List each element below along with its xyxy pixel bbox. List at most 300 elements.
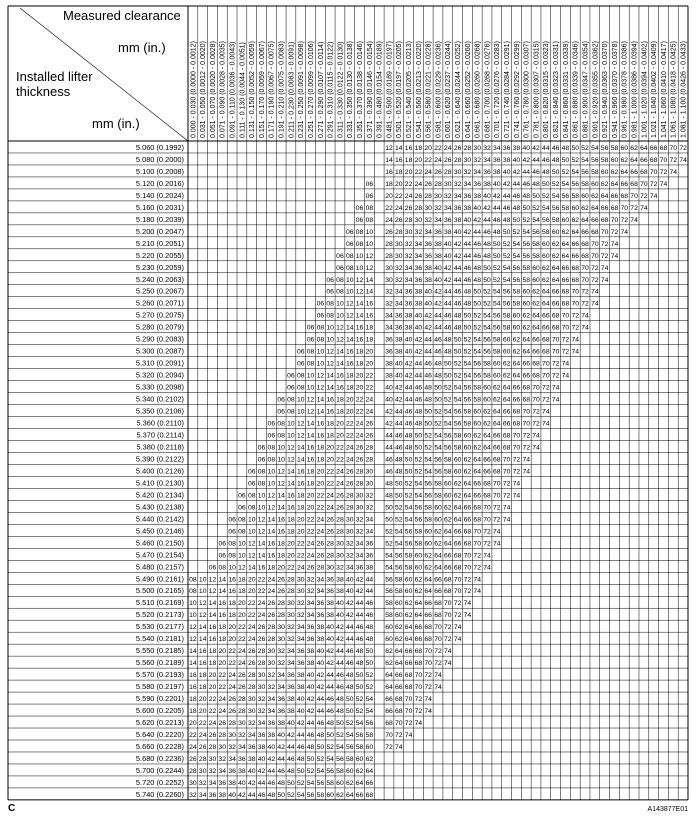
lifter-value-cell: 20: [326, 456, 334, 464]
lifter-value-cell: 66: [404, 660, 413, 668]
lifter-value-cell: 22: [326, 480, 334, 488]
lifter-value-cell: 46: [463, 264, 472, 272]
lifter-value-cell: 38: [296, 672, 305, 680]
lifter-value-cell: 34: [395, 288, 403, 296]
lifter-value-cell: 08: [316, 324, 325, 332]
lifter-value-cell: 44: [395, 408, 403, 416]
lifter-value-cell: 26: [267, 612, 276, 620]
clearance-column-header: 0.351 - 0.370 (0.0138 - 0.0146): [356, 41, 364, 138]
lifter-value-cell: 56: [522, 240, 531, 248]
lifter-value-cell: 24: [336, 468, 344, 476]
lifter-value-cell: 40: [306, 672, 315, 680]
lifter-value-cell: 32: [434, 204, 442, 212]
lifter-value-cell: 20: [316, 480, 325, 488]
lifter-value-cell: 74: [620, 228, 629, 236]
lifter-value-cell: 28: [277, 612, 285, 620]
lifter-value-cell: 20: [414, 156, 423, 164]
lifter-thickness-label: 5.080 (0.2000): [135, 154, 184, 164]
lifter-value-cell: 30: [247, 708, 256, 716]
lifter-value-cell: 46: [453, 288, 462, 296]
lifter-value-cell: 60: [522, 288, 531, 296]
lifter-value-cell: 32: [267, 684, 276, 692]
lifter-value-cell: 36: [228, 767, 236, 775]
clearance-column-header: 0.391 - 0.480 (0.0154 - 0.0189): [376, 41, 384, 138]
lifter-value-cell: 54: [414, 480, 423, 488]
lifter-value-cell: 56: [512, 264, 521, 272]
lifter-value-cell: 70: [542, 372, 550, 380]
lifter-value-cell: 46: [345, 648, 354, 656]
lifter-value-cell: 42: [238, 791, 246, 799]
lifter-value-cell: 64: [610, 180, 619, 188]
lifter-value-cell: 40: [395, 360, 403, 368]
clearance-column-header: 0.371 - 0.390 (0.0146 - 0.0154): [366, 41, 374, 138]
lifter-value-cell: 24: [247, 624, 256, 632]
lifter-value-cell: 16: [345, 348, 354, 356]
lifter-value-cell: 36: [463, 192, 472, 200]
lifter-value-cell: 10: [365, 240, 374, 248]
lifter-value-cell: 42: [336, 624, 344, 632]
lifter-value-cell: 28: [238, 708, 246, 716]
lifter-value-cell: 72: [444, 636, 452, 644]
clearance-column-header: 0.091 - 0.110 (0.0036 - 0.0043): [229, 41, 237, 138]
lifter-value-cell: 52: [483, 300, 491, 308]
lifter-value-cell: 16: [189, 684, 197, 692]
lifter-value-cell: 40: [326, 636, 334, 644]
lifter-value-cell: 46: [512, 192, 521, 200]
lifter-value-cell: 48: [502, 216, 511, 224]
lifter-value-cell: 70: [463, 552, 472, 560]
lifter-value-cell: 32: [218, 755, 227, 763]
lifter-thickness-label: 5.210 (0.2051): [135, 238, 184, 248]
lifter-value-cell: 22: [247, 612, 256, 620]
lifter-value-cell: 28: [395, 228, 403, 236]
lifter-value-cell: 36: [414, 276, 423, 284]
lifter-value-cell: 14: [267, 516, 276, 524]
lifter-thickness-label: 5.530 (0.2177): [135, 622, 184, 632]
lifter-value-cell: 50: [512, 216, 521, 224]
lifter-value-cell: 60: [434, 504, 442, 512]
lifter-value-cell: 56: [385, 588, 393, 596]
lifter-value-cell: 18: [365, 336, 374, 344]
lifter-value-cell: 44: [502, 192, 511, 200]
lifter-value-cell: 48: [267, 791, 276, 799]
lifter-value-cell: 24: [326, 492, 334, 500]
lifter-value-cell: 64: [463, 492, 472, 500]
lifter-value-cell: 10: [296, 408, 305, 416]
lifter-value-cell: 22: [208, 708, 217, 716]
lifter-value-cell: 38: [218, 791, 227, 799]
lifter-value-cell: 22: [247, 600, 256, 608]
lifter-value-cell: 52: [493, 276, 501, 284]
lifter-value-cell: 52: [404, 480, 413, 488]
lifter-value-cell: 50: [355, 684, 364, 692]
lifter-value-cell: 30: [336, 552, 344, 560]
lifter-value-cell: 26: [238, 672, 246, 680]
lifter-value-cell: 26: [228, 696, 236, 704]
lifter-value-cell: 26: [365, 420, 374, 428]
lifter-value-cell: 74: [463, 612, 472, 620]
lifter-value-cell: 60: [502, 348, 511, 356]
lifter-value-cell: 30: [355, 504, 364, 512]
lifter-value-cell: 56: [502, 300, 511, 308]
lifter-value-cell: 26: [277, 588, 285, 596]
lifter-value-cell: 60: [424, 540, 432, 548]
lifter-value-cell: 50: [434, 396, 442, 404]
lifter-value-cell: 70: [404, 696, 413, 704]
lifter-value-cell: 52: [463, 336, 472, 344]
lifter-value-cell: 46: [483, 228, 491, 236]
lifter-value-cell: 64: [493, 420, 501, 428]
lifter-thickness-label: 5.460 (0.2150): [135, 538, 184, 548]
lifter-value-cell: 70: [404, 708, 413, 716]
lifter-value-cell: 54: [473, 336, 481, 344]
lifter-value-cell: 22: [355, 408, 364, 416]
lifter-value-cell: 34: [238, 743, 246, 751]
lifter-value-cell: 62: [551, 240, 560, 248]
lifter-value-cell: 46: [287, 755, 295, 763]
lifter-value-cell: 46: [424, 372, 432, 380]
lifter-value-cell: 08: [326, 300, 334, 308]
lifter-value-cell: 16: [218, 612, 227, 620]
lifter-value-cell: 52: [483, 288, 491, 296]
lifter-value-cell: 36: [404, 300, 413, 308]
lifter-value-cell: 40: [257, 755, 266, 763]
lifter-value-cell: 28: [385, 240, 393, 248]
lifter-value-cell: 18: [189, 708, 197, 716]
lifter-value-cell: 64: [414, 600, 423, 608]
lifter-value-cell: 40: [296, 708, 305, 716]
clearance-column-header: 1.041 - 1.060 (0.0410 - 0.0417): [660, 41, 668, 138]
lifter-value-cell: 22: [306, 516, 315, 524]
lifter-value-cell: 32: [296, 612, 305, 620]
lifter-value-cell: 12: [326, 348, 334, 356]
lifter-value-cell: 18: [198, 672, 207, 680]
lifter-value-cell: 40: [502, 168, 511, 176]
lifter-value-cell: 40: [424, 300, 432, 308]
lifter-value-cell: 66: [473, 480, 481, 488]
lifter-value-cell: 66: [424, 612, 432, 620]
lifter-value-cell: 28: [434, 180, 442, 188]
lifter-value-cell: 16: [336, 372, 344, 380]
lifter-value-cell: 08: [345, 252, 354, 260]
lifter-value-cell: 56: [561, 192, 570, 200]
lifter-value-cell: 34: [306, 612, 315, 620]
lifter-value-cell: 10: [345, 288, 354, 296]
lifter-value-cell: 48: [434, 360, 442, 368]
lifter-value-cell: 62: [512, 348, 521, 356]
lifter-value-cell: 38: [228, 779, 236, 787]
lifter-value-cell: 18: [218, 636, 227, 644]
lifter-value-cell: 72: [561, 348, 570, 356]
lifter-value-cell: 34: [385, 312, 393, 320]
lifter-value-cell: 14: [296, 456, 305, 464]
lifter-value-cell: 64: [630, 156, 638, 164]
lifter-thickness-label: 5.590 (0.2201): [135, 694, 184, 704]
lifter-value-cell: 16: [336, 384, 344, 392]
lifter-value-cell: 32: [287, 624, 295, 632]
lifter-value-cell: 30: [473, 144, 481, 152]
lifter-value-cell: 70: [551, 348, 560, 356]
lifter-value-cell: 12: [296, 432, 305, 440]
lifter-value-cell: 54: [385, 552, 393, 560]
table-cells: [189, 145, 687, 799]
lifter-value-cell: 70: [640, 180, 648, 188]
lifter-value-cell: 42: [247, 779, 256, 787]
lifter-value-cell: 48: [414, 408, 423, 416]
lifter-value-cell: 38: [336, 576, 344, 584]
lifter-thickness-label: 5.120 (0.2016): [135, 178, 184, 188]
lifter-value-cell: 10: [355, 252, 364, 260]
lifter-value-cell: 48: [277, 779, 285, 787]
lifter-value-cell: 64: [512, 360, 521, 368]
lifter-value-cell: 74: [483, 564, 491, 572]
lifter-value-cell: 30: [444, 180, 452, 188]
lifter-value-cell: 38: [434, 240, 442, 248]
lifter-value-cell: 20: [306, 492, 315, 500]
lifter-value-cell: 40: [483, 192, 491, 200]
lifter-value-cell: 06: [316, 312, 325, 320]
lifter-value-cell: 24: [238, 648, 246, 656]
lifter-value-cell: 14: [306, 432, 315, 440]
lifter-value-cell: 64: [414, 612, 423, 620]
lifter-value-cell: 60: [532, 264, 540, 272]
lifter-value-cell: 40: [306, 684, 315, 692]
lifter-value-cell: 72: [522, 432, 531, 440]
lifter-value-cell: 60: [453, 468, 462, 476]
lifter-value-cell: 42: [483, 204, 491, 212]
lifter-value-cell: 12: [277, 480, 285, 488]
lifter-value-cell: 40: [414, 312, 423, 320]
lifter-value-cell: 52: [502, 252, 511, 260]
lifter-value-cell: 24: [267, 576, 276, 584]
lifter-value-cell: 16: [296, 480, 305, 488]
clearance-column-header: 0.601 - 0.620 (0.0237 - 0.0244): [445, 41, 453, 138]
lifter-value-cell: 70: [414, 684, 423, 692]
lifter-value-cell: 38: [395, 348, 403, 356]
lifter-value-cell: 56: [444, 444, 452, 452]
lifter-value-cell: 38: [385, 372, 393, 380]
lifter-value-cell: 38: [424, 264, 432, 272]
lifter-value-cell: 64: [424, 588, 432, 596]
lifter-value-cell: 34: [453, 192, 462, 200]
lifter-value-cell: 10: [267, 468, 276, 476]
lifter-value-cell: 70: [414, 672, 423, 680]
lifter-value-cell: 50: [483, 276, 491, 284]
lifter-value-cell: 52: [424, 444, 432, 452]
lifter-value-cell: 54: [561, 180, 570, 188]
lifter-value-cell: 28: [365, 444, 374, 452]
lifter-value-cell: 12: [208, 576, 217, 584]
lifter-value-cell: 40: [463, 216, 472, 224]
lifter-value-cell: 40: [345, 588, 354, 596]
lifter-value-cell: 50: [345, 696, 354, 704]
lifter-value-cell: 22: [228, 660, 236, 668]
lifter-value-cell: 28: [326, 552, 334, 560]
lifter-value-cell: 30: [453, 168, 462, 176]
lifter-value-cell: 62: [542, 276, 550, 284]
lifter-thickness-label: 5.740 (0.2260): [135, 789, 184, 799]
clearance-column-header: 0.841 - 0.860 (0.0331 - 0.0339): [562, 41, 570, 138]
lifter-value-cell: 58: [404, 564, 413, 572]
clearance-column-header: 0.251 - 0.270 (0.0099 - 0.0106): [307, 41, 315, 138]
lifter-value-cell: 28: [238, 696, 246, 704]
lifter-value-cell: 14: [365, 276, 374, 284]
lifter-thickness-label: 5.380 (0.2118): [136, 442, 184, 452]
lifter-value-cell: 68: [483, 480, 491, 488]
lifter-value-cell: 34: [316, 588, 325, 596]
lifter-value-cell: 18: [238, 588, 246, 596]
lifter-value-cell: 28: [385, 252, 393, 260]
clearance-column-header: 0.031 - 0.050 (0.0012 - 0.0020): [200, 41, 208, 138]
lifter-value-cell: 48: [483, 252, 491, 260]
lifter-value-cell: 66: [444, 564, 452, 572]
lifter-value-cell: 36: [277, 696, 285, 704]
lifter-value-cell: 22: [257, 576, 266, 584]
lifter-value-cell: 52: [444, 384, 452, 392]
lifter-thickness-label: 5.480 (0.2157): [135, 562, 184, 572]
lifter-value-cell: 16: [287, 504, 295, 512]
lifter-value-cell: 20: [287, 552, 295, 560]
lifter-value-cell: 12: [365, 252, 374, 260]
lifter-value-cell: 22: [365, 372, 374, 380]
lifter-value-cell: 28: [444, 168, 452, 176]
lifter-value-cell: 12: [277, 468, 285, 476]
lifter-thickness-label: 5.420 (0.2134): [135, 490, 184, 500]
lifter-value-cell: 54: [306, 779, 315, 787]
lifter-value-cell: 44: [326, 672, 334, 680]
lifter-value-cell: 32: [287, 636, 295, 644]
lifter-value-cell: 68: [404, 684, 413, 692]
lifter-value-cell: 64: [434, 564, 442, 572]
lifter-value-cell: 12: [189, 624, 197, 632]
lifter-value-cell: 62: [414, 588, 423, 596]
lifter-value-cell: 72: [532, 408, 540, 416]
lifter-value-cell: 60: [444, 492, 452, 500]
lifter-value-cell: 68: [542, 348, 550, 356]
lifter-value-cell: 58: [591, 168, 599, 176]
lifter-value-cell: 70: [493, 480, 501, 488]
lifter-value-cell: 44: [345, 636, 354, 644]
lifter-value-cell: 72: [395, 732, 403, 739]
lifter-value-cell: 72: [591, 264, 599, 272]
lifter-value-cell: 62: [404, 600, 413, 608]
lifter-value-cell: 50: [561, 156, 570, 164]
lifter-thickness-label: 5.340 (0.2102): [135, 394, 184, 404]
lifter-value-cell: 70: [591, 252, 599, 260]
lifter-value-cell: 12: [316, 384, 325, 392]
lifter-value-cell: 30: [365, 468, 374, 476]
lifter-value-cell: 62: [483, 420, 491, 428]
lifter-value-cell: 72: [581, 300, 589, 308]
lifter-value-cell: 40: [316, 660, 325, 668]
clearance-column-header: 0.331 - 0.350 (0.0130 - 0.0138): [347, 41, 355, 138]
lifter-value-cell: 58: [424, 504, 432, 512]
lifter-value-cell: 66: [453, 528, 462, 536]
lifter-value-cell: 72: [414, 696, 423, 704]
lifter-value-cell: 32: [306, 588, 315, 596]
lifter-value-cell: 16: [306, 444, 315, 452]
lifter-value-cell: 72: [453, 600, 462, 608]
lifter-value-cell: 16: [267, 552, 276, 560]
lifter-value-cell: 40: [522, 144, 531, 152]
lifter-value-cell: 10: [247, 516, 256, 524]
lifter-value-cell: 50: [336, 720, 344, 728]
lifter-value-cell: 44: [414, 360, 423, 368]
lifter-thickness-label: 5.220 (0.2055): [135, 250, 184, 260]
lifter-value-cell: 26: [257, 636, 266, 644]
lifter-value-cell: 74: [502, 516, 511, 524]
lifter-value-cell: 42: [434, 288, 442, 296]
lifter-value-cell: 48: [493, 228, 501, 236]
lifter-value-cell: 12: [287, 456, 295, 464]
lifter-value-cell: 06: [228, 528, 236, 536]
lifter-value-cell: 46: [463, 276, 472, 284]
lifter-value-cell: 28: [326, 540, 334, 548]
lifter-value-cell: 50: [424, 420, 432, 428]
lifter-value-cell: 40: [434, 264, 442, 272]
lifter-value-cell: 44: [512, 180, 521, 188]
lifter-value-cell: 62: [424, 552, 432, 560]
lifter-value-cell: 14: [395, 144, 403, 152]
lifter-value-cell: 40: [345, 576, 354, 584]
lifter-value-cell: 62: [493, 396, 501, 404]
lifter-value-cell: 58: [551, 216, 560, 224]
lifter-value-cell: 66: [483, 456, 491, 464]
lifter-value-cell: 32: [257, 696, 266, 704]
lifter-value-cell: 58: [532, 252, 540, 260]
lifter-value-cell: 42: [493, 192, 501, 200]
lifter-value-cell: 56: [463, 396, 472, 404]
lifter-value-cell: 48: [404, 444, 413, 452]
lifter-value-cell: 38: [326, 600, 334, 608]
lifter-value-cell: 52: [355, 708, 364, 716]
lifter-value-cell: 16: [198, 660, 207, 668]
lifter-value-cell: 06: [336, 264, 344, 272]
lifter-value-cell: 22: [238, 624, 246, 632]
lifter-value-cell: 52: [551, 180, 560, 188]
lifter-value-cell: 44: [355, 612, 364, 620]
lifter-value-cell: 34: [404, 276, 413, 284]
lifter-value-cell: 60: [326, 791, 334, 799]
lifter-value-cell: 30: [385, 264, 393, 272]
lifter-value-cell: 32: [385, 288, 393, 296]
lifter-value-cell: 66: [365, 779, 374, 787]
lifter-value-cell: 28: [267, 636, 276, 644]
lifter-value-cell: 48: [473, 276, 481, 284]
lifter-thickness-label: 5.200 (0.2047): [135, 226, 184, 236]
lifter-value-cell: 44: [316, 696, 325, 704]
lifter-value-cell: 54: [473, 348, 481, 356]
lifter-value-cell: 74: [473, 576, 481, 584]
lifter-value-cell: 16: [326, 396, 334, 404]
lifter-value-cell: 44: [424, 348, 432, 356]
lifter-value-cell: 50: [453, 348, 462, 356]
lifter-value-cell: 36: [385, 336, 393, 344]
lifter-value-cell: 48: [463, 288, 472, 296]
lifter-value-cell: 34: [287, 648, 295, 656]
lifter-thickness-label: 5.500 (0.2165): [135, 586, 184, 596]
lifter-value-cell: 66: [591, 216, 599, 224]
lifter-value-cell: 62: [630, 144, 638, 152]
lifter-value-cell: 26: [238, 684, 246, 692]
lifter-value-cell: 44: [336, 648, 344, 656]
lifter-thickness-label: 5.100 (0.2008): [135, 166, 184, 176]
lifter-value-cell: 14: [345, 324, 354, 332]
lifter-value-cell: 28: [208, 743, 217, 751]
lifter-value-cell: 66: [512, 384, 521, 392]
lifter-value-cell: 44: [404, 384, 413, 392]
lifter-value-cell: 28: [267, 624, 276, 632]
